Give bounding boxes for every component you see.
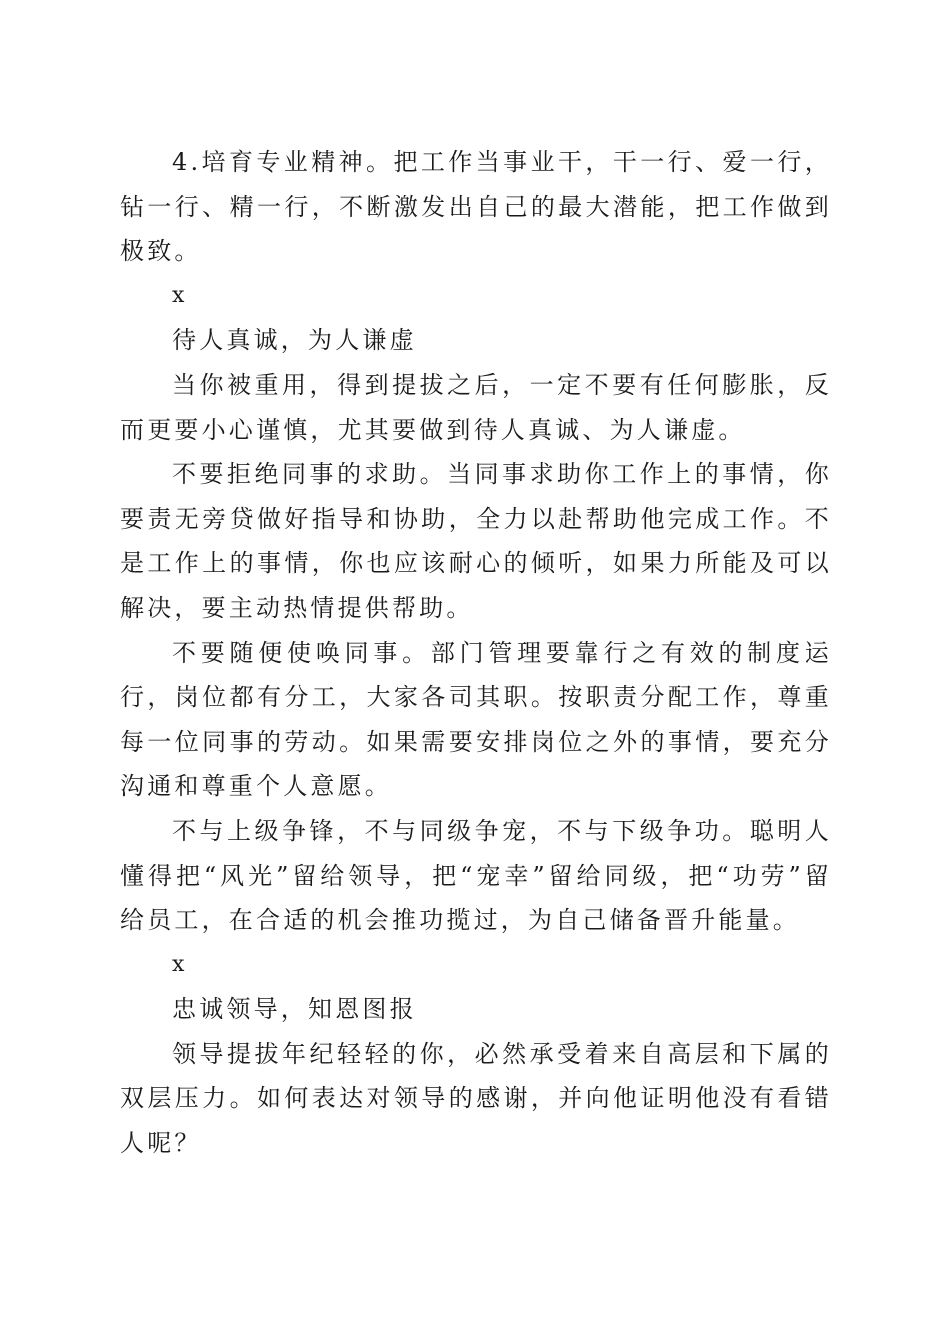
paragraph-help-colleagues: 不要拒绝同事的求助。当同事求助你工作上的事情，你要责无旁贷做好指导和协助，全力以赴帮助他完成工作。不是工作上的事情，你也应该耐心的倾听，如果力所能及可以解决，要主动热情提供帮助。 (120, 460, 832, 622)
section-heading-loyalty: 忠诚领导，知恩图报 (172, 995, 417, 1024)
document-body (120, 140, 832, 1166)
paragraph-respect-colleagues: 不要随便使唤同事。部门管理要靠行之有效的制度运行，岗位都有分工，大家各司其职。按职责分配工作，尊重每一位同事的劳动。如果需要安排岗位之外的事情，要充分沟通和尊重个人意愿。 (120, 638, 832, 801)
section-heading-sincerity: 待人真诚，为人谦虚 (172, 326, 417, 355)
paragraph-professional-spirit: 4.培育专业精神。把工作当事业干，干一行、爱一行，钻一行、精一行，不断激发出自己的最大潜能，把工作做到极致。 (120, 148, 832, 266)
paragraph-no-competition: 不与上级争锋，不与同级争宠，不与下级争功。聪明人懂得把“风光”留给领导，把“宠幸”留给同级，把“功劳”留给员工，在合适的机会推功揽过，为自己储备晋升能量。 (120, 816, 832, 935)
paragraph-after-promotion: 当你被重用，得到提拔之后，一定不要有任何膨胀，反而更要小心谨慎，尤其要做到待人真诚、为人谦虚。 (120, 370, 832, 444)
section-marker: x (172, 951, 188, 977)
section-marker: x (172, 282, 188, 308)
paragraph-thank-leader: 领导提拔年纪轻轻的你，必然承受着来自高层和下属的双层压力。如何表达对领导的感谢，并向他证明他没有看错人呢？ (120, 1039, 832, 1158)
